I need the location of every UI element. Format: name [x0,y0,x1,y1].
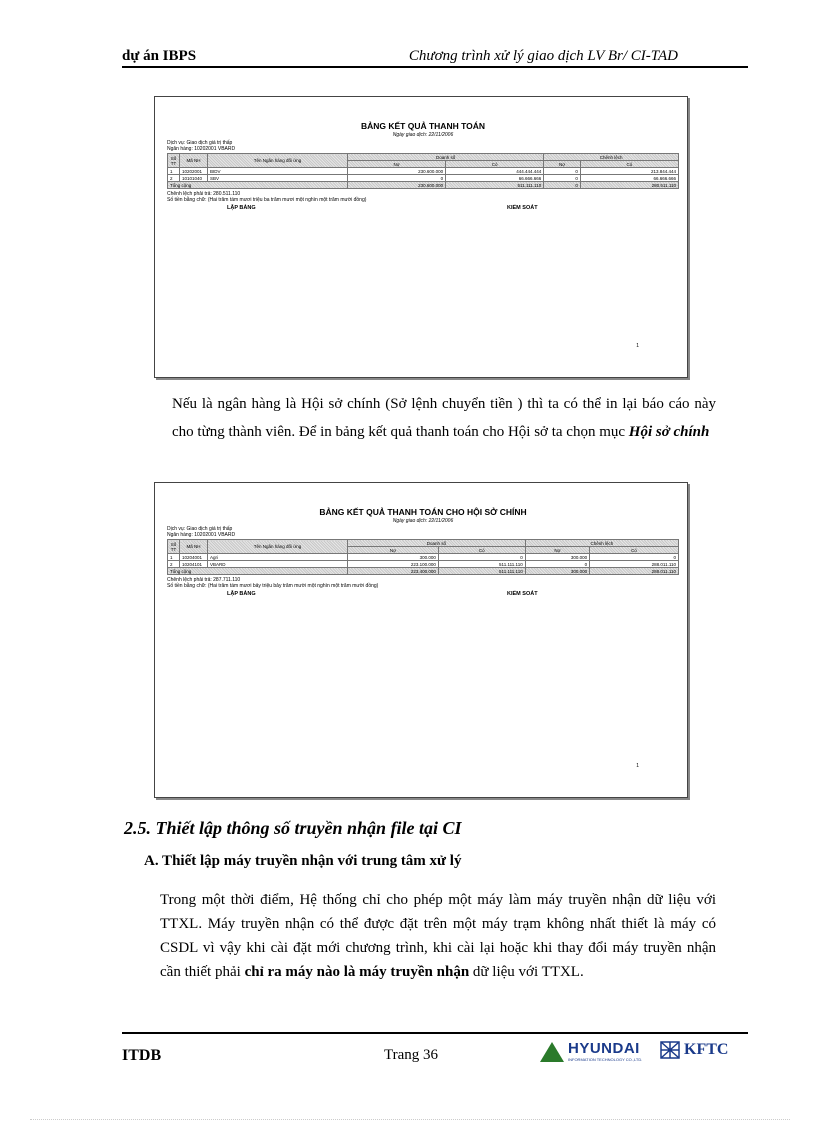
cell: Tổng cộng [168,568,348,575]
report-footer [167,191,679,203]
cell: 66.666.666 [446,175,544,182]
hyundai-logo [540,1040,652,1066]
table-row [168,175,679,182]
report-screenshot-1 [154,96,688,378]
cell: 2 [168,175,180,182]
report-table [167,539,679,575]
cell: 2 [168,561,180,568]
cell: 0 [590,554,679,561]
hyundai-triangle-icon [540,1042,564,1062]
total-row [168,568,679,575]
signatures [167,591,679,601]
cell: 280.511.110 [580,182,678,189]
cell: 300.000 [525,568,589,575]
cell: 10204001 [180,554,208,561]
cell: 10202001 [180,168,208,175]
report-screenshot-2 [154,482,688,798]
amount-in-words: Số tiền bằng chữ: (Hai trăm tám mươi triệu ba trăm mươi một nghìn một trăm mười đồng) [167,197,367,203]
cell: 300.000 [525,554,589,561]
cell: 10101040 [180,175,208,182]
cell: 1 [168,168,180,175]
cell: 511.111.110 [446,182,544,189]
cell: 0 [348,175,446,182]
subsection-heading: A. Thiết lập máy truyền nhận với trung tâm xử lý [144,853,462,869]
hyundai-logo-text: HYUNDAI [568,1040,640,1057]
report-bank: Ngân hàng: 10202001 VBARD [167,532,236,538]
hyundai-logo-subtext: INFORMATION TECHNOLOGY CO.,LTD. [568,1057,643,1062]
col-credit: Có [590,547,679,554]
cell: 288.011.110 [590,561,679,568]
col-sales: Doanh số [348,154,544,161]
footer-rule [122,1032,748,1034]
program-name: Chương trình xử lý giao dịch LV Br/ CI-TAD [408,48,678,64]
cell: 10204101 [180,561,208,568]
col-debit: Nợ [348,161,446,168]
menu-name-emphasis: Hội sở chính [628,424,710,440]
col-debit: Nợ [525,547,589,554]
col-credit: Có [580,161,678,168]
cell: 0 [525,561,589,568]
sign-controlled: KIỂM SOÁT [507,205,538,211]
cell: 230.600.000 [348,168,446,175]
paragraph-bold: chỉ ra máy nào là máy truyền nhận [244,964,470,980]
col-stt: Số TT [168,154,180,168]
col-debit: Nợ [544,161,581,168]
paragraph-text: Nếu là ngân hàng là Hội sở chính (Sở lệnh chuyển tiền ) thì ta có thể in lại báo cáo này cho từng thành viên. Để in bảng kết quả thanh toán cho Hội sở ta chọn mục [172,396,716,440]
report-table [167,153,679,189]
cell: Tổng cộng [168,182,348,189]
report-meta [167,140,679,152]
table-row [168,561,679,568]
report-meta [167,526,679,538]
col-credit: Có [438,547,525,554]
footer-page: Trang 36 [384,1047,439,1063]
report-footer [167,577,679,589]
amount-in-words: Số tiền bằng chữ: (Hai trăm tám mươi bảy triệu bảy trăm mười một nghìn một trăm mười đồng) [167,583,379,589]
section-heading: 2.5. Thiết lập thông số truyền nhận file tại CI [124,818,462,838]
col-code: Mã NH [180,540,208,554]
cell: 1 [168,554,180,561]
cell: 511.111.110 [438,568,525,575]
cell: 223.400.000 [348,568,439,575]
col-diff: Chênh lệch [544,154,679,161]
cell: 230.600.000 [348,182,446,189]
page-bottom-edge [30,1119,790,1120]
cell: 213.844.444 [580,168,678,175]
footer-org: ITDB [122,1047,162,1064]
net-amount: Chênh lệch phải trả: 280.511.110 [167,191,241,197]
report-service: Dịch vụ: Giao dịch giá trị thấp [167,140,233,146]
sign-controlled: KIỂM SOÁT [507,591,538,597]
cell: 511.111.110 [438,561,525,568]
col-code: Mã NH [180,154,208,168]
kftc-logo [660,1040,750,1062]
report-page-number: 1 [636,763,639,769]
col-debit: Nợ [348,547,439,554]
cell: 0 [544,168,581,175]
table-row [168,554,679,561]
kftc-mark-icon [660,1041,680,1059]
cell: 223.100.000 [348,561,439,568]
paragraph-headoffice [172,390,716,446]
paragraph-text: Trong một thời điểm, Hệ thống chỉ cho phép một máy làm máy truyền nhận dữ liệu với TTXL. Máy truyền nhận có thể được đặt trên một máy trạm không nhất thiết là máy có CSDL vì vậy khi cài đặt mới chương trình, khi cài lại hoặc khi thay đổi máy truyền nhận cần thiết phải [160,892,716,980]
kftc-logo-text: KFTC [684,1041,729,1058]
cell: 444.444.444 [446,168,544,175]
report-date: Ngày giao dịch: 22/11/2006 [392,132,454,138]
report-bank: Ngân hàng: 10202001 VBARD [167,146,236,152]
sign-prepared: LẬP BẢNG [227,591,256,597]
project-name: dự án IBPS [122,48,197,64]
cell: 288.011.110 [590,568,679,575]
table-row [168,168,679,175]
cell: SBV [208,175,348,182]
cell: VBARD [208,561,348,568]
cell: 0 [544,175,581,182]
report-service: Dịch vụ: Giao dịch giá trị thấp [167,526,233,532]
paragraph-transfer [160,888,716,984]
col-name: Tên Ngân hàng đối ứng [208,154,348,168]
report-date: Ngày giao dịch: 22/11/2006 [392,518,454,524]
col-name: Tên Ngân hàng đối ứng [208,540,348,554]
report-title: BẢNG KẾT QUẢ THANH TOÁN CHO HỘI SỞ CHÍNH [319,507,527,517]
paragraph-text-end: dữ liệu với TTXL. [469,964,584,980]
signatures [167,205,679,215]
total-row [168,182,679,189]
col-sales: Doanh số [348,540,526,547]
cell: Agri [208,554,348,561]
col-credit: Có [446,161,544,168]
cell: 300.000 [348,554,439,561]
cell: 0 [438,554,525,561]
report-title: BẢNG KẾT QUẢ THANH TOÁN [360,121,486,131]
report-page-number: 1 [636,343,639,349]
cell: 66.666.666 [580,175,678,182]
net-amount: Chênh lệch phải trả: 287.711.110 [167,577,241,583]
cell: 0 [544,182,581,189]
col-stt: Số TT [168,540,180,554]
sign-prepared: LẬP BẢNG [227,205,256,211]
col-diff: Chênh lệch [525,540,678,547]
page-header [122,46,748,68]
cell: BIDV [208,168,348,175]
